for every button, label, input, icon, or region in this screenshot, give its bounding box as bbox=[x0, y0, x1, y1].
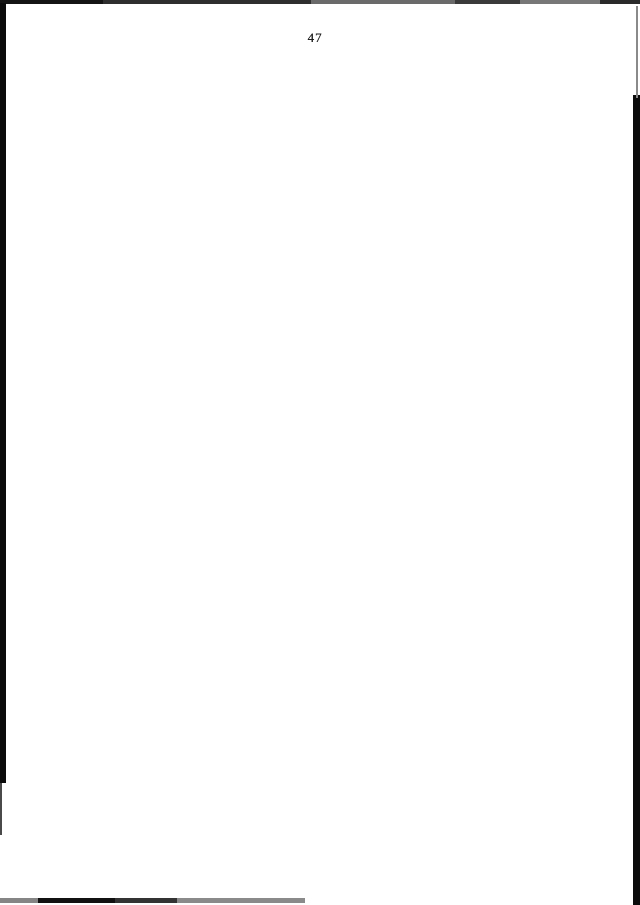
scan-artifact-right-bar bbox=[633, 95, 640, 905]
scan-artifact-left-bar-thin bbox=[0, 783, 2, 835]
page-number: 47 bbox=[307, 30, 323, 45]
scan-artifact-left-bar bbox=[0, 3, 6, 783]
scan-artifact-right-bar-thin bbox=[636, 6, 638, 98]
scan-artifact-top-bar bbox=[0, 0, 640, 4]
scan-artifact-bottom-bar bbox=[0, 898, 305, 903]
